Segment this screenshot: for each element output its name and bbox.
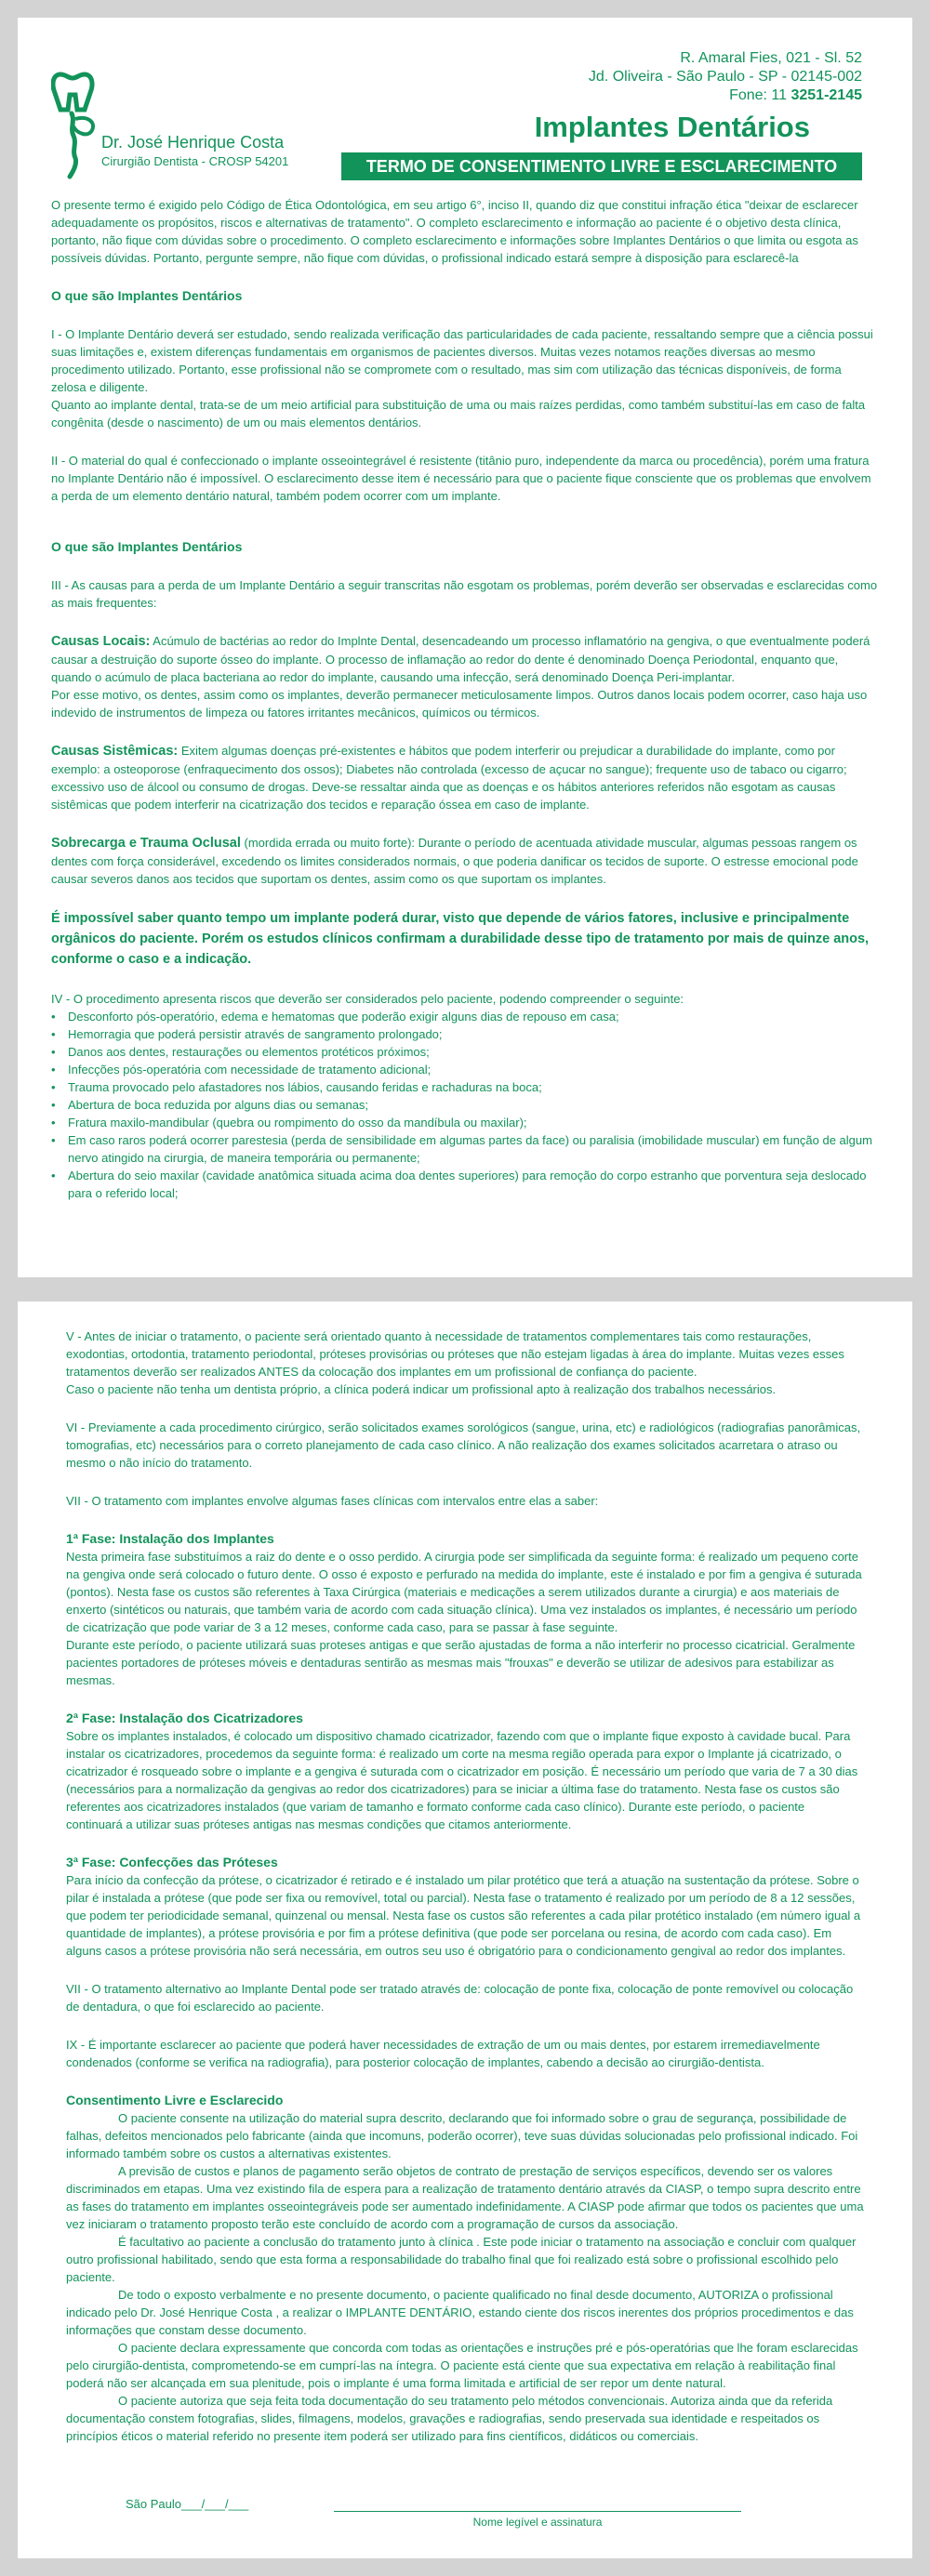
causas-sistemicas-title: Causas Sistêmicas:	[51, 744, 179, 759]
signature-date-field[interactable]: São Paulo___/___/___	[126, 2497, 249, 2511]
bullet-icon: •	[51, 1045, 56, 1059]
risk-item	[51, 1061, 879, 1078]
doctor-name: Dr. José Henrique Costa	[101, 133, 285, 152]
address-line-1: R. Amaral Fies, 021 - Sl. 52	[680, 50, 862, 66]
sobrecarga-text: (mordida errada ou muito forte): Durante o período de acentuada atividade muscular, algumas pessoas rangem os dentes com força considerável, excedendo os limites considerados normais, o que poderia danificar os tecidos de suporte. O estresse emocional pode causar severos danos aos tecidos que suportam os dentes, assim como os que suportam os implantes.	[51, 836, 858, 886]
risk-item	[51, 1008, 879, 1025]
consent-paragraph: De todo o exposto verbalmente e no presente documento, o paciente qualificado no final desde documento, AUTORIZA o profissional indicado pelo Dr. José Henrique Costa , a realizar o IMPLANTE DENTÁRIO, estando ciente dos riscos inerentes dos próprios procedimentos e das informações que constam desse documento.	[66, 2288, 854, 2337]
consent-paragraph: O paciente declara expressamente que concorda com todas as orientações e instruções pré e pós-operatórias que lhe foram esclarecidas pelo cirurgião-dentista, comprometendo-se em cumprí-las na íntegra. O paciente está ciente que sua expectativa em relação à reabilitação final poderá não ser alcançada em sua plenitude, pois o implante é uma forma limitada e artificial de ser repor um dente natural.	[66, 2341, 858, 2390]
phone-prefix: Fone: 11	[729, 87, 791, 103]
phase-2-text: Sobre os implantes instalados, é colocado um dispositivo chamado cicatrizador, fazendo com que o implante fique exposto à cavidade bucal. Para instalar os cicatrizadores, procedemos da seguinte forma: é realizado um corte na mesma região operada para expor o Implante já cicatrizado, o cicatrizador é rosqueado sobre o implante e a gengiva é suturada com o cicatrizador em posição. É necessário um período que varia de 7 a 30 dias (necessários para a normalização da gengivas ao redor dos cicatrizadores) para se iniciar a última fase do tratamento. Nesta fase os custos são referentes aos cicatrizadores instalados (que variam de tamanho e formato conforme cada caso clínico). Durante este período, o paciente continuará a utilizar suas próteses antigas nas mesmas condições que citamos anteriormente.	[66, 1729, 858, 1831]
letterhead	[51, 18, 879, 183]
risk-text: Fratura maxilo-mandibular (quebra ou rompimento do osso da mandíbula ou maxilar);	[68, 1116, 527, 1129]
risk-text: Abertura de boca reduzida por alguns dias ou semanas;	[68, 1098, 369, 1112]
paragraph-ix: IX - É importante esclarecer ao paciente que poderá haver necessidades de extração de um ou mais dentes, por estarem irremediavelmente condenados (conforme se verifica na radiografia), para posterior colocação de implantes, cabendo a decisão ao cirurgião-dentista.	[66, 2038, 820, 2069]
consent-paragraph: O paciente consente na utilização do material supra descrito, declarando que foi informado sobre o grau de segurança, possibilidade de falhas, defeitos mencionados pelo fabricante (ainda que incomuns, poderão ocorrer), teve suas dúvidas solucionadas pelo profissional indicado. Foi informado também sobre os custos a alternativas existentes.	[66, 2111, 858, 2160]
paragraph-ii: II - O material do qual é confeccionado o implante osseointegrável é resistente (titânio puro, independente da marca ou procedência), porém uma fratura no Implante Dentário não é impossível. O esclarecimento desse item é necessário para que o paciente fique consciente que os problemas que envolvem a perda de um elemento dentário natural, também podem ocorrer com um implante.	[51, 454, 871, 503]
risk-item	[51, 1043, 879, 1061]
paragraph-viii: VII - O tratamento alternativo ao Implante Dental pode ser tratado através de: colocação de ponte fixa, colocação de ponte removível ou colocação de dentadura, o que foi esclarecido ao paciente.	[66, 1982, 854, 2014]
page-2-body	[66, 1301, 864, 2445]
section-heading: O que são Implantes Dentários	[51, 539, 243, 554]
signature-line[interactable]	[334, 2511, 741, 2512]
bullet-icon: •	[51, 1116, 56, 1129]
bullet-icon: •	[51, 1169, 56, 1182]
sobrecarga-paragraph	[51, 834, 879, 888]
durability-warning: É impossível saber quanto tempo um implante poderá durar, visto que depende de vários fatores, inclusive e principalmente orgânicos do paciente. Porém os estudos clínicos confirmam a durabilidade desse tipo de tratamento por mais de quinze anos, conforme o caso e a indicação.	[51, 911, 870, 967]
bullet-icon: •	[51, 1098, 56, 1112]
causas-sistemicas-paragraph	[51, 742, 879, 813]
risk-item	[51, 1096, 879, 1114]
causas-locais-paragraph	[51, 632, 879, 686]
paragraph-vi: VI - Previamente a cada procedimento cirúrgico, serão solicitados exames sorológicos (sangue, urina, etc) e radiológicos (radiografias panorâmicas, tomografias, etc) necessários para o correto planejamento de cada caso clínico. A não realização dos exames solicitados acarretara o atraso ou mesmo o não início do tratamento.	[66, 1420, 861, 1470]
paragraph-v-b: Caso o paciente não tenha um dentista próprio, a clínica poderá indicar um profissional apto à realização dos trabalhos necessários.	[66, 1382, 777, 1396]
risk-text: Abertura do seio maxilar (cavidade anatômica situada acima doa dentes superiores) para remoção do corpo estranho que porventura seja deslocado para o referido local;	[68, 1169, 867, 1200]
risk-text: Hemorragia que poderá persistir através de sangramento prolongado;	[68, 1027, 443, 1041]
consent-section	[66, 2109, 864, 2445]
document-title: Implantes Dentários	[534, 111, 810, 143]
risk-text: Em caso raros poderá ocorrer parestesia (perda de sensibilidade em algumas partes da face) ou paralisia (imobilidade muscular) em função de algum nervo atingido na cirurgia, de maneira temporária ou permanente;	[68, 1133, 872, 1165]
bullet-icon: •	[51, 1010, 56, 1024]
bullet-icon: •	[51, 1027, 56, 1041]
bullet-icon: •	[51, 1080, 56, 1094]
bullet-icon: •	[51, 1063, 56, 1077]
phase-3-title: 3ª Fase: Confecções das Próteses	[66, 1855, 278, 1869]
risk-text: Infecções pós-operatória com necessidade de tratamento adicional;	[68, 1063, 432, 1077]
phase-2-title: 2ª Fase: Instalação dos Cicatrizadores	[66, 1711, 303, 1725]
intro-paragraph: O presente termo é exigido pelo Código de Ética Odontológica, em seu artigo 6°, inciso II, quando diz que constitui infração ética "deixar de esclarecer adequadamente os propósitos, riscos e alternativas de tratamento". O completo esclarecimento e informação ao paciente é o objetivo desta clínica, portanto, não fique com dúvidas sobre o procedimento. O completo esclarecimento e informações sobre Implantes Dentários o que limita ou esgota as possíveis dúvidas. Portanto, pergunte sempre, não fique com dúvidas, o profissional indicado estará sempre à disposição para esclarecê-la	[51, 198, 858, 265]
risk-item	[51, 1131, 879, 1167]
consent-paragraph: O paciente autoriza que seja feita toda documentação do seu tratamento pelo métodos convencionais. Autoriza ainda que da referida documentação constem fotografias, slides, filmagens, modelos, gravações e radiografias, sendo preservada sua identidade e respeitados os princípios éticos o material referido no presente item poderá ser utilizado para fins científicos, didáticos ou comerciais.	[66, 2394, 833, 2443]
section-heading: O que são Implantes Dentários	[51, 288, 243, 303]
risk-text: Desconforto pós-operatório, edema e hematomas que poderão exigir alguns dias de repouso em casa;	[68, 1010, 619, 1024]
paragraph-i: I - O Implante Dentário deverá ser estudado, sendo realizada verificação das particularidades de cada paciente, ressaltando sempre que a ciência possui suas limitações e, existem diferenças fundamentais em organismos de pacientes diversos. Muitas vezes notamos reações diversas ao mesmo procedimento utilizado. Portanto, esse profissional não se compromete com o resultado, mas sim com utilização das técnicas disponíveis, de forma zelosa e diligente.	[51, 327, 873, 394]
signature-area	[18, 2497, 912, 2534]
causas-sistemicas-text: Exitem algumas doenças pré-existentes e hábitos que podem interferir ou prejudicar a durabilidade do implante, como por exemplo: a osteoporose (enfraquecimento dos ossos); Diabetes não controlada (excesso de açucar no sangue); frequente uso de tabaco ou cigarro; excessivo uso de álcool ou consumo de drogas. Deve-se ressaltar ainda que as doenças e os hábitos anteriores referidos não esgotam as causas sistêmicas que podem interferir na cicatrização dos tecidos e reparação óssea em caso de implante.	[51, 744, 847, 812]
causas-locais-text: Acúmulo de bactérias ao redor do Implnte Dental, desencadeando um processo inflamatório na gengiva, o que eventualmente poderá causar a destruição do suporte ósseo do implante. O processo de inflamação ao redor do dente é denominado Doença Periodontal, enquanto que, quando o acúmulo de placa bacteriana ao redor do implante, causando uma infecção, será denominado Doença Peri-implantar.	[51, 634, 870, 684]
address-line-2: Jd. Oliveira - São Paulo - SP - 02145-002	[588, 69, 862, 85]
document-banner: TERMO DE CONSENTIMENTO LIVRE E ESCLARECIMENTO	[341, 152, 862, 180]
consent-title: Consentimento Livre e Esclarecido	[66, 2093, 284, 2107]
phase-3-text: Para início da confecção da prótese, o cicatrizador é retirado e é instalado um pilar protético que terá a atuação na sustentação da prótese. Sobre o pilar é instalada a prótese (que pode ser fixa ou removível, total ou parcial). Nesta fase o tratamento é realizado por um período de 8 a 12 sessões, que podem ter periodicidade semanal, quinzenal ou mensal. Nesta fase os custos são referentes a cada pilar protético instalado (em número igual a quantidade de implantes), a prótese provisória e por fim a prótese definitiva (que pode ser porcelana ou resina, de acordo com cada caso). Em alguns casos a prótese provisória não será necessária, em outros seu uso é obrigatório para o condicionamento gengival ao redor dos implantes.	[66, 1873, 861, 1958]
doctor-cro: Cirurgião Dentista - CROSP 54201	[101, 154, 289, 168]
phase-1-text: Nesta primeira fase substituímos a raiz do dente e o osso perdido. A cirurgia pode ser simplificada da seguinte forma: é realizado um pequeno corte na gengiva onde será colocado o futuro dente. O osso é exposto e perfurado na medida do implante, este é instalado e por fim a gengiva é suturada (pontos). Nesta fase os custos são referentes à Taxa Cirúrgica (materiais e medicações a serem utilizados durante a cirurgia) e aos materiais de enxerto (sintéticos ou naturais, que também varia de acordo com cada situação clínica). Uma vez instalados os implantes, é necessário um período de cicatrização que pode variar de 3 a 12 meses, conforme cada caso, para se passar à fase seguinte.	[66, 1550, 862, 1634]
paragraph-v: V - Antes de iniciar o tratamento, o paciente será orientado quanto à necessidade de tratamentos complementares tais como restaurações, exodontias, ortodontia, tratamento periodontal, próteses provisórias ou próteses que não estejam ligadas à área do implante. Muitas vezes esses tratamentos deverão ser realizados ANTES da colocação dos implantes em um profissional de confiança do paciente.	[66, 1329, 844, 1379]
risk-text: Trauma provocado pelo afastadores nos lábios, causando feridas e rachaduras na boca;	[68, 1080, 542, 1094]
clinic-address	[589, 49, 862, 105]
causas-locais-title: Causas Locais:	[51, 634, 151, 649]
phone-line	[589, 86, 862, 105]
bullet-icon: •	[51, 1133, 56, 1147]
consent-paragraph: É facultativo ao paciente a conclusão do tratamento junto à clínica . Este pode iniciar o tratamento na associação e concluir com qualquer outro profissional habilitado, sendo que esta forma a responsabilidade do trabalho final que foi realizado está sobre o profissional escolhido pelo paciente.	[66, 2235, 857, 2284]
risk-item	[51, 1167, 879, 1202]
page-2	[18, 1301, 912, 2558]
phase-1-title: 1ª Fase: Instalação dos Implantes	[66, 1531, 274, 1546]
paragraph-iii: III - As causas para a perda de um Implante Dentário a seguir transcritas não esgotam os problemas, porém deverão ser observadas e esclarecidas como as mais frequentes:	[51, 578, 878, 610]
paragraph-iv: IV - O procedimento apresenta riscos que deverão ser considerados pelo paciente, podendo compreender o seguinte:	[51, 992, 684, 1006]
sobrecarga-title: Sobrecarga e Trauma Oclusal	[51, 836, 241, 851]
page-1	[18, 18, 912, 1277]
consent-paragraph: A previsão de custos e planos de pagamento serão objetos de contrato de prestação de serviços específicos, devendo ser os valores discriminados em etapas. Uma vez existindo fila de espera para a realização de tratamento dentário através da CIASP, o tempo supra descrito entre as fases do tratamento em implantes osseointegráveis pode ser aumentado indefinidamente. A CIASP pode afirmar que todos os pacientes que uma vez iniciaram o tratamento proposto terão este concluído de acordo com a programação de cursos da associação.	[66, 2164, 864, 2231]
risk-list	[51, 1008, 879, 1202]
risk-text: Danos aos dentes, restaurações ou elementos protéticos próximos;	[68, 1045, 430, 1059]
paragraph-i-b: Quanto ao implante dental, trata-se de um meio artificial para substituição de uma ou mais raízes perdidas, como também substituí-las em caso de falta congênita (desde o nascimento) de um ou mais elementos dentários.	[51, 398, 866, 429]
causas-locais-b: Por esse motivo, os dentes, assim como os implantes, deverão permanecer meticulosamente limpos. Outros danos locais podem ocorrer, caso haja uso indevido de instrumentos de limpeza ou fatores irritantes mecânicos, químicos ou térmicos.	[51, 688, 868, 720]
signature-label: Nome legível e assinatura	[472, 2516, 603, 2529]
risk-item	[51, 1114, 879, 1131]
risk-item	[51, 1078, 879, 1096]
page-1-body	[51, 183, 879, 1202]
paragraph-vii: VII - O tratamento com implantes envolve algumas fases clínicas com intervalos entre elas a saber:	[66, 1494, 599, 1508]
risk-item	[51, 1025, 879, 1043]
phone-number: 3251-2145	[790, 87, 862, 103]
phase-1-text-b: Durante este período, o paciente utilizará suas proteses antigas e que serão ajustadas de forma a não interferir no processo cicatricial. Geralmente pacientes portadores de próteses móveis e dentaduras sentirão as mesmas mais "frouxas" e deverão se utilizar de adesivos para estabilizar as mesmas.	[66, 1638, 856, 1687]
